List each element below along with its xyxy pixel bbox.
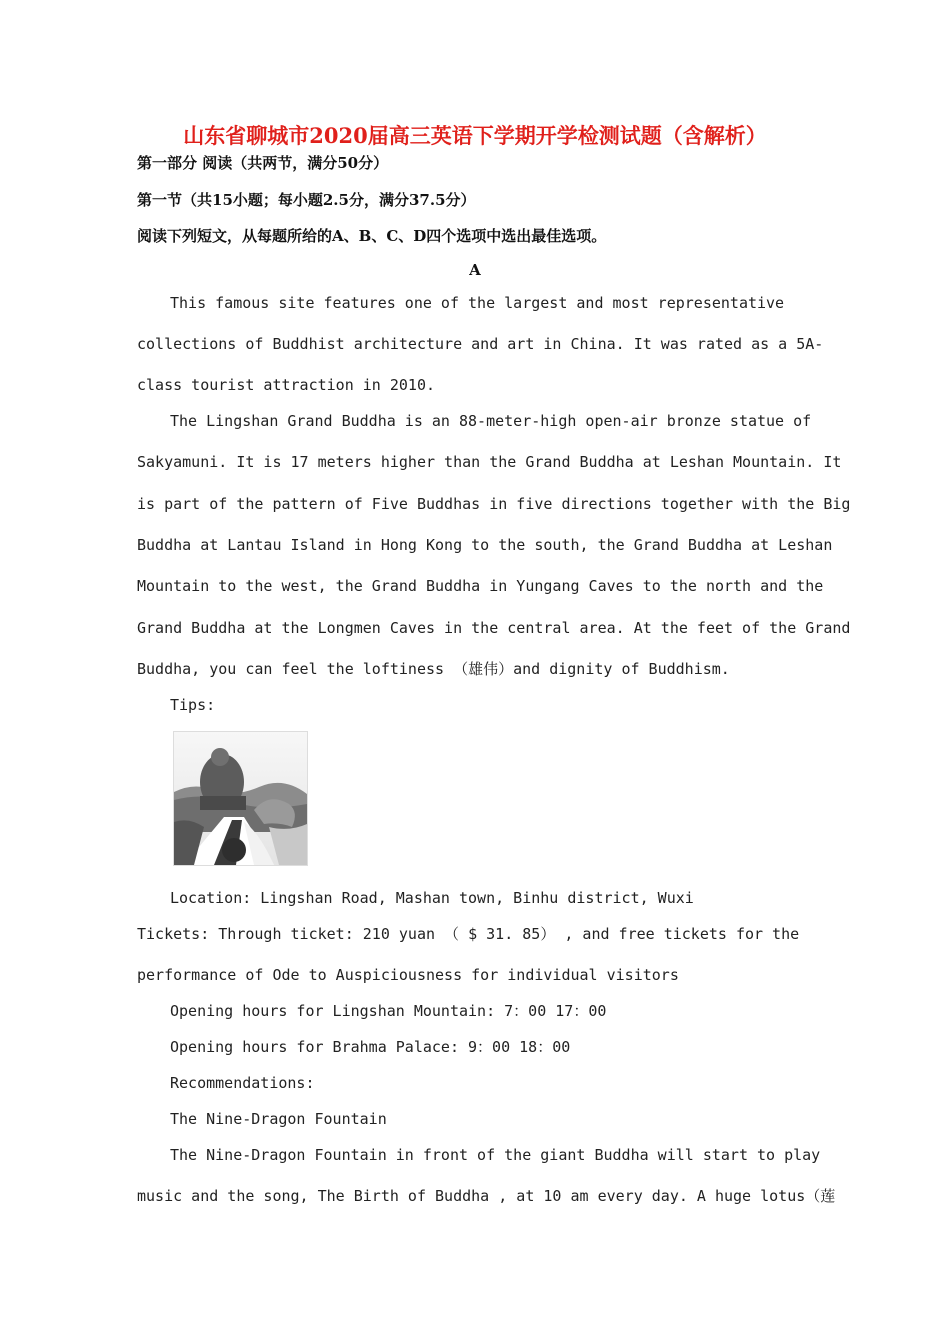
buddha-statue-image xyxy=(174,732,307,865)
section-heading: 第一节（共15小题；每小题2.5分，满分37.5分） xyxy=(137,191,476,209)
tickets-line: Tickets: Through ticket: 210 yuan （ $ 31. 85） , and free tickets for the xyxy=(137,925,800,943)
paragraph-line: Buddha at Lantau Island in Hong Kong to the south, the Grand Buddha at Leshan xyxy=(137,536,833,554)
paragraph-line: Sakyamuni. It is 17 meters higher than the Grand Buddha at Leshan Mountain. It xyxy=(137,453,842,471)
paragraph-line: is part of the pattern of Five Buddhas in five directions together with the Big xyxy=(137,495,851,513)
paragraph-line: The Lingshan Grand Buddha is an 88-meter-high open-air bronze statue of xyxy=(170,412,812,430)
paragraph-line: music and the song, The Birth of Buddha , at 10 am every day. A huge lotus（莲 xyxy=(137,1187,836,1205)
grand-buddha-photo xyxy=(173,731,308,866)
part-heading: 第一部分 阅读（共两节，满分50分） xyxy=(137,154,389,172)
fountain-heading: The Nine-Dragon Fountain xyxy=(170,1110,387,1128)
passage-letter: A xyxy=(469,261,481,279)
location-line: Location: Lingshan Road, Mashan town, Binhu district, Wuxi xyxy=(170,889,694,907)
recommendations-label: Recommendations: xyxy=(170,1074,315,1092)
paragraph-line: Buddha, you can feel the loftiness （雄伟）and dignity of Buddhism. xyxy=(137,660,730,678)
document-title: 山东省聊城市2020届高三英语下学期开学检测试题（含解析） xyxy=(183,123,767,148)
tips-label: Tips: xyxy=(170,696,216,714)
tickets-line-cont: performance of Ode to Auspiciousness for individual visitors xyxy=(137,966,679,984)
paragraph-line: collections of Buddhist architecture and art in China. It was rated as a 5A- xyxy=(137,335,824,353)
instruction-text: 阅读下列短文，从每题所给的A、B、C、D四个选项中选出最佳选项。 xyxy=(137,227,607,245)
paragraph-line: This famous site features one of the largest and most representative xyxy=(170,294,785,312)
paragraph-line: class tourist attraction in 2010. xyxy=(137,376,436,394)
opening-hours-brahma: Opening hours for Brahma Palace: 9：00 18：00 xyxy=(170,1038,571,1056)
paragraph-line: Mountain to the west, the Grand Buddha in Yungang Caves to the north and the xyxy=(137,577,824,595)
paragraph-line: Grand Buddha at the Longmen Caves in the central area. At the feet of the Grand xyxy=(137,619,851,637)
paragraph-line: The Nine-Dragon Fountain in front of the giant Buddha will start to play xyxy=(170,1146,821,1164)
opening-hours-lingshan: Opening hours for Lingshan Mountain: 7：00 17：00 xyxy=(170,1002,607,1020)
